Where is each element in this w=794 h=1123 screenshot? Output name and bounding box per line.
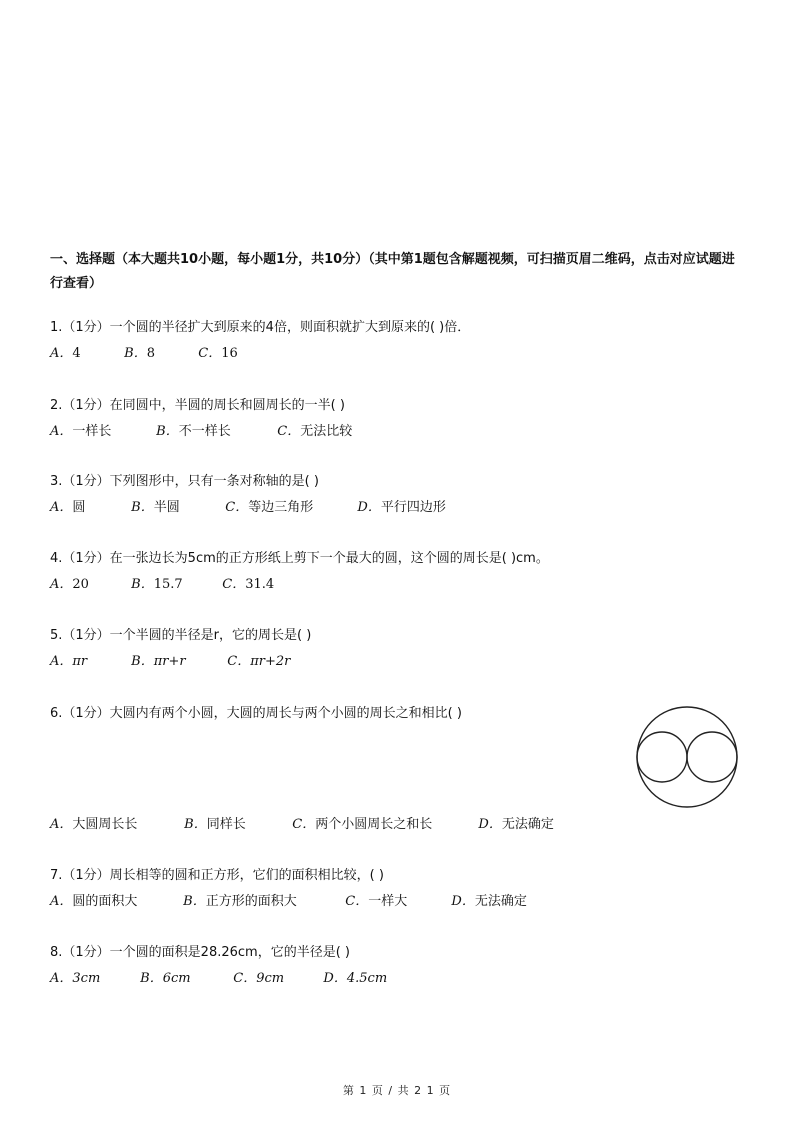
question-7-stem: 7.（1分）周长相等的圆和正方形，它们的面积相比较，( )	[50, 868, 384, 883]
option-d[interactable]: D．无法确定	[451, 894, 527, 909]
option-a[interactable]: A．圆	[50, 500, 86, 515]
option-b[interactable]: B．πr+r	[131, 654, 186, 669]
option-b[interactable]: B．15.7	[131, 577, 183, 592]
option-a[interactable]: A．πr	[50, 654, 88, 669]
question-1-stem: 1.（1分）一个圆的半径扩大到原来的4倍，则面积就扩大到原来的( )倍．	[50, 320, 471, 335]
option-b[interactable]: B．6cm	[140, 971, 191, 986]
small-circle-left	[637, 732, 687, 782]
option-b[interactable]: B．8	[124, 346, 155, 361]
option-a[interactable]: A．圆的面积大	[50, 894, 138, 909]
option-a[interactable]: A．大圆周长长	[50, 817, 138, 832]
question-1-options	[50, 344, 238, 364]
option-c[interactable]: C．无法比较	[277, 424, 353, 439]
question-8-options	[50, 969, 387, 989]
option-a[interactable]: A．20	[50, 577, 89, 592]
option-b[interactable]: B．半圆	[131, 500, 180, 515]
option-a[interactable]: A．4	[50, 346, 81, 361]
question-4-options	[50, 575, 274, 595]
question-6-options	[50, 815, 554, 835]
option-c[interactable]: C．两个小圆周长之和长	[292, 817, 433, 832]
section-title: 一、选择题（本大题共10小题，每小题1分，共10分）（其中第1题包含解题视频，可扫描页眉二维码，点击对应试题进行查看）	[50, 252, 735, 291]
option-d[interactable]: D．无法确定	[478, 817, 554, 832]
option-a[interactable]: A．3cm	[50, 971, 101, 986]
option-a[interactable]: A．一样长	[50, 424, 112, 439]
option-c[interactable]: C．一样大	[345, 894, 408, 909]
question-8-stem: 8.（1分）一个圆的面积是28.26cm，它的半径是( )	[50, 945, 350, 960]
option-c[interactable]: C．16	[198, 346, 238, 361]
option-b[interactable]: B．正方形的面积大	[183, 894, 297, 909]
question-5-options	[50, 652, 290, 672]
question-3-stem: 3.（1分）下列图形中，只有一条对称轴的是( )	[50, 474, 319, 489]
question-5-stem: 5.（1分）一个半圆的半径是r，它的周长是( )	[50, 628, 312, 643]
question-7-options	[50, 892, 527, 912]
question-2-options	[50, 422, 352, 442]
page-footer: 第 1 页 / 共 2 1 页	[342, 1084, 452, 1097]
circles-diagram	[634, 706, 740, 808]
option-d[interactable]: D．平行四边形	[357, 500, 446, 515]
option-c[interactable]: C．31.4	[222, 577, 275, 592]
option-b[interactable]: B．不一样长	[156, 424, 231, 439]
option-d[interactable]: D．4.5cm	[323, 971, 388, 986]
question-6-stem: 6.（1分）大圆内有两个小圆，大圆的周长与两个小圆的周长之和相比( )	[50, 706, 462, 721]
option-c[interactable]: C．πr+2r	[227, 654, 291, 669]
option-c[interactable]: C．9cm	[233, 971, 285, 986]
question-4-stem: 4.（1分）在一张边长为5cm的正方形纸上剪下一个最大的圆，这个圆的周长是( )cm。	[50, 551, 549, 566]
small-circle-right	[687, 732, 737, 782]
option-c[interactable]: C．等边三角形	[225, 500, 314, 515]
question-2-stem: 2.（1分）在同圆中，半圆的周长和圆周长的一半( )	[50, 398, 345, 413]
option-b[interactable]: B．同样长	[184, 817, 246, 832]
question-3-options	[50, 498, 446, 518]
